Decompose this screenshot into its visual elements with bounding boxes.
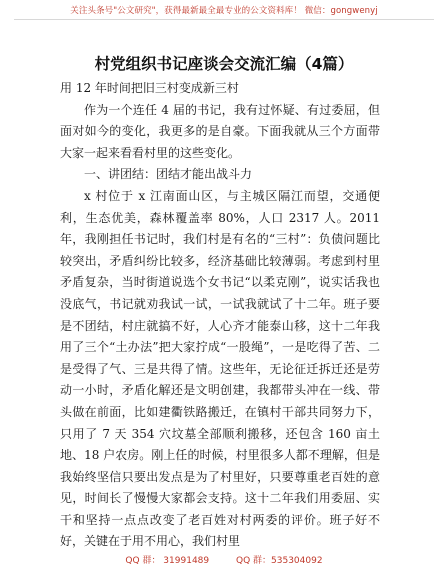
footer-qq-group-1: QQ 群： 31991489 xyxy=(125,556,210,566)
header-divider xyxy=(14,19,434,20)
section-heading: 一、讲团结：团结才能出战斗力 xyxy=(84,167,253,182)
document-title: 村党组织书记座谈会交流汇编（4篇） xyxy=(94,55,354,73)
paragraph-intro: 作为一个连任 4 届的书记，我有过怀疑、有过委屈，但面对如今的变化，我更多的是自豪。下面我就从三个方面带大家一起来看看村里的这些变化。 xyxy=(60,102,380,160)
footer-contact xyxy=(0,553,448,566)
footer-qq-group-2: QQ 群：535304092 xyxy=(236,556,323,566)
document-body xyxy=(60,78,380,553)
paragraph-body: x 村位于 x 江南面山区，与主城区隔江而望，交通便利，生态优美，森林覆盖率 80%，人口 2317 人。2011 年，我刚担任书记时，我们村是有名的“三村”：负债问题比较突出，矛盾纠纷比较多，经济基础比较薄弱。考虑到村里矛盾复杂，当时街道说选个女书记“以柔克刚”，说实话我也没底气，书记就劝我试一试，一试我就试了十二年。班子要是不团结，村庄就搞不好，人心齐才能泰山移，这十二年我用了三个“土办法”把大家拧成“一股绳”，一是吃得了苦、二是受得了气、三是共得了情。这些年，无论征迁拆迁还是劳动一小时，矛盾化解还是文明创建，我都带头冲在一线、带头做在前面，比如建衢铁路搬迁，在镇村干部共同努力下，只用了 7 天 354 穴坟墓全部顺利搬移，还包含 160 亩土地、18 户农房。刚上任的时候，村里很多人都不理解，但是我始终坚信只要出发点是为了村里好，只要尊重老百姓的意见，时间长了慢慢大家都会支持。这十二年我们用委屈、实干和坚持一点点改变了老百姓对村两委的评价。班子好不好，关键在于用不用心，我们村里 xyxy=(60,188,380,549)
document-subtitle: 用 12 年时间把旧三村变成新三村 xyxy=(60,81,239,95)
header-banner: 关注头条号"公文研究"，获得最新最全最专业的公文资料库！ 微信：gongwenyj xyxy=(70,6,378,16)
